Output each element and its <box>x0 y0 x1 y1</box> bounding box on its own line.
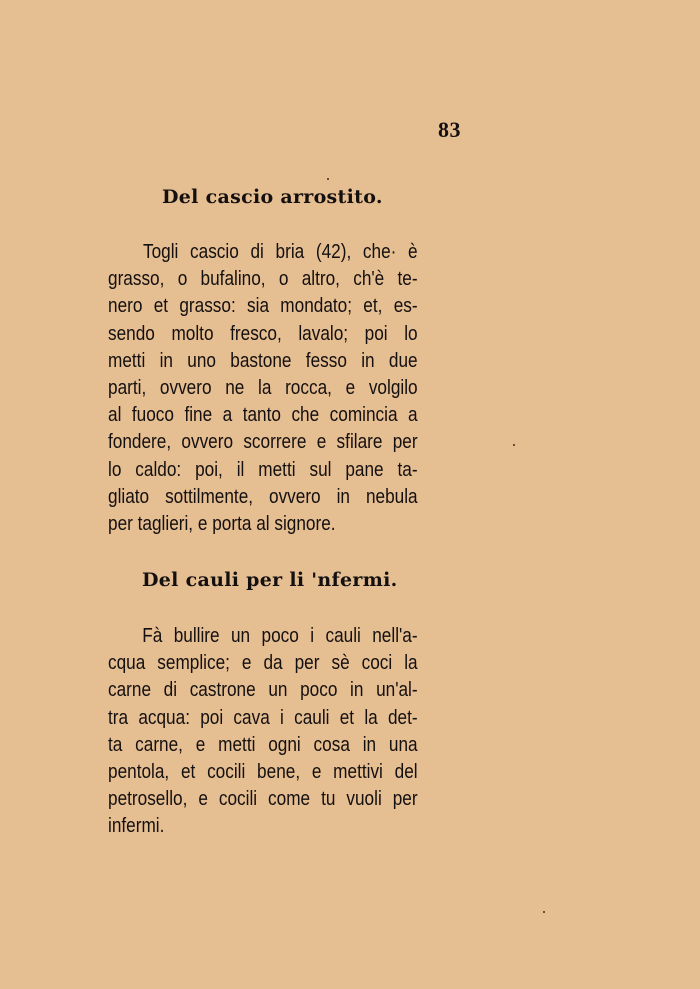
paper-speck <box>543 911 545 913</box>
text-line: cqua semplice; e da per sè coci la <box>108 652 418 675</box>
text-line: carne di castrone un poco in un'al- <box>108 679 418 702</box>
text-line: per taglieri, e porta al signore. <box>108 512 336 535</box>
text-line: nero et grasso: sia mondato; et, es- <box>108 295 418 318</box>
text-line: ta carne, e metti ogni cosa in una <box>108 733 418 756</box>
text-line: lo caldo: poi, il metti sul pane ta- <box>108 458 418 481</box>
text-line: tra acqua: poi cava i cauli et la det- <box>108 706 418 729</box>
paragraph <box>108 623 418 841</box>
text-line: Fà bullire un poco i cauli nell'a- <box>108 625 418 647</box>
page-number: 83 <box>438 117 461 142</box>
text-line: parti, ovvero ne la rocca, e volgilo <box>108 376 418 399</box>
paper-speck <box>327 178 329 180</box>
section-heading: Del cascio arrostito. <box>162 186 383 208</box>
paragraph <box>108 239 418 538</box>
text-line: grasso, o bufalino, o altro, ch'è te- <box>108 268 418 291</box>
text-line: al fuoco fine a tanto che comincia a <box>108 404 418 427</box>
text-line: sendo molto fresco, lavalo; poi lo <box>108 322 418 345</box>
text-line: petrosello, e cocili come tu vuoli per <box>108 788 418 811</box>
text-line: gliato sottilmente, ovvero in nebula <box>108 485 418 508</box>
section-heading: Del cauli per li 'nfermi. <box>142 569 398 591</box>
text-line: infermi. <box>108 815 165 838</box>
text-line: pentola, et cocili bene, e mettivi del <box>108 760 418 783</box>
paper-speck <box>513 444 515 446</box>
text-line: fondere, ovvero scorrere e sfilare per <box>108 431 418 454</box>
text-line: metti in uno bastone fesso in due <box>108 349 418 372</box>
text-line: Togli cascio di bria (42), che· è <box>108 241 418 263</box>
